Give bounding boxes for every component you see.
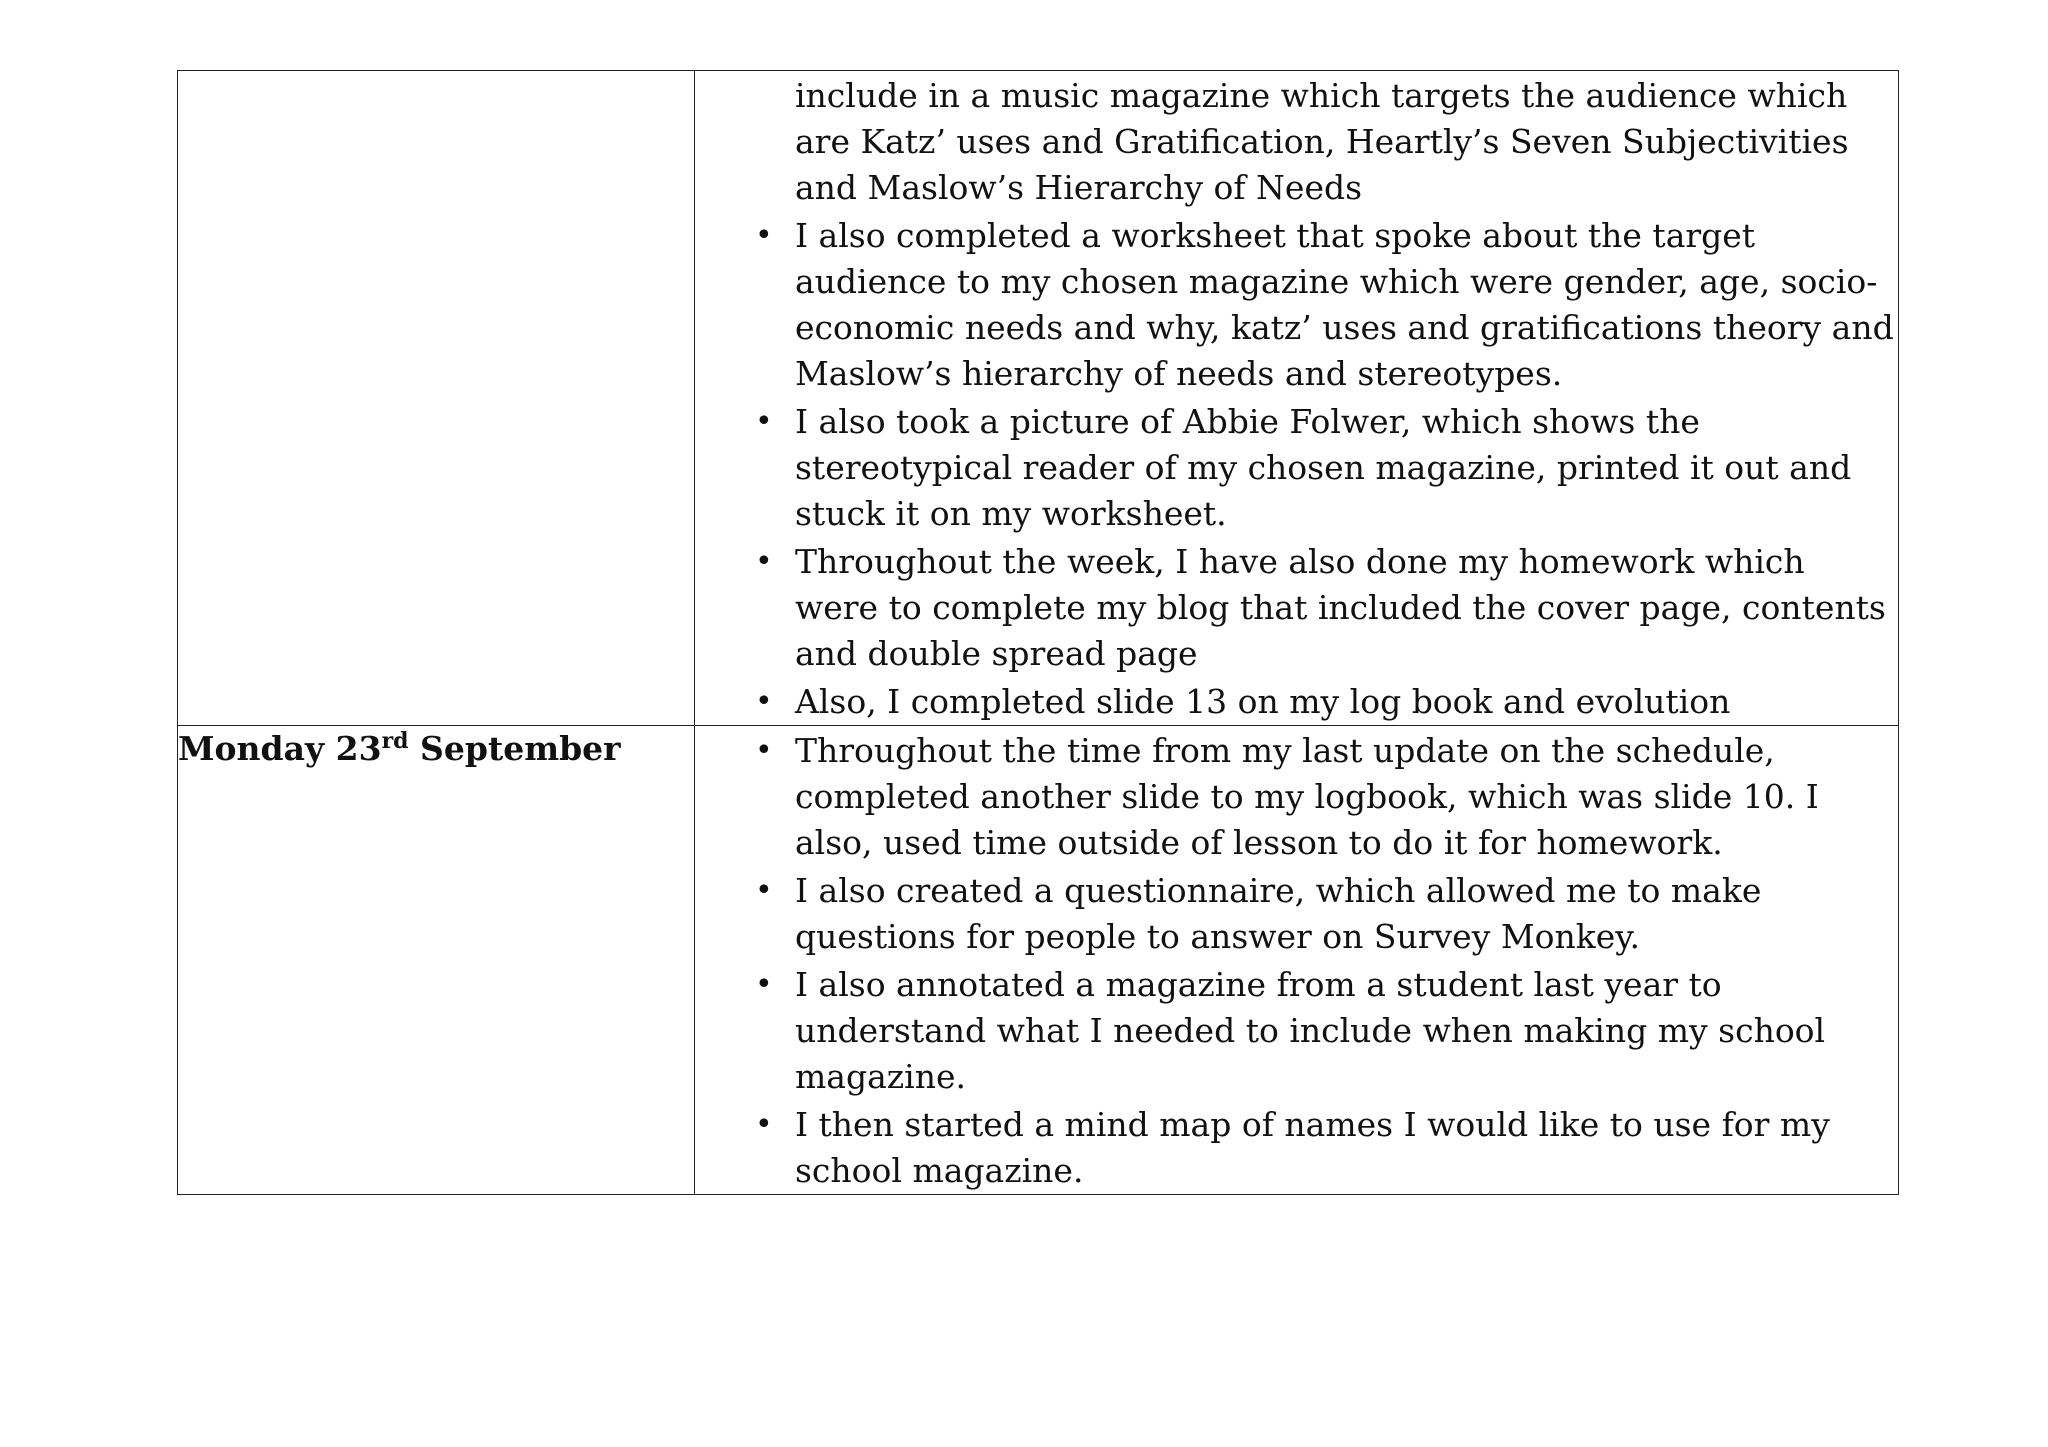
date-cell-empty — [178, 71, 695, 726]
notes-cell — [695, 726, 1899, 1195]
continued-text: include in a music magazine which targets the audience which are Katz’ uses and Gratification, Heartly’s Seven Subjectivities and Maslow’s Hierarchy of Needs — [795, 76, 1849, 207]
list-item: • Throughout the time from my last update on the schedule, completed another slide to my logbook, which was slide 10. I also, used time outside of lesson to do it for homework. — [695, 728, 1898, 866]
notes-cell — [695, 71, 1899, 726]
list-item: • Throughout the week, I have also done my homework which were to complete my blog that included the cover page, contents and double spread page — [695, 539, 1898, 677]
bullet-icon: • — [755, 967, 773, 1002]
bullet-icon: • — [755, 873, 773, 908]
list-item: • I also completed a worksheet that spoke about the target audience to my chosen magazine which were gender, age, socio-economic needs and why, katz’ uses and gratifications theory and Maslow’s hierarchy of needs and stereotypes. — [695, 213, 1898, 397]
bullet-icon: • — [755, 544, 773, 579]
bullet-icon: • — [755, 733, 773, 768]
date-day: Monday 23 — [178, 729, 382, 768]
log-row-continued — [178, 71, 1899, 726]
bullet-icon: • — [755, 218, 773, 253]
bullet-icon: • — [755, 1107, 773, 1142]
list-item: • Also, I completed slide 13 on my log book and evolution — [695, 679, 1898, 725]
bullet-list — [695, 728, 1898, 1194]
log-table — [177, 70, 1899, 1195]
log-row-monday — [178, 726, 1899, 1195]
date-suffix: rd — [381, 728, 409, 754]
bullet-icon: • — [755, 684, 773, 719]
bullet-icon: • — [755, 404, 773, 439]
date-cell — [178, 726, 695, 1195]
list-item: • I then started a mind map of names I would like to use for my school magazine. — [695, 1102, 1898, 1194]
list-item: • I also took a picture of Abbie Folwer, which shows the stereotypical reader of my chosen magazine, printed it out and stuck it on my worksheet. — [695, 399, 1898, 537]
list-item: • I also created a questionnaire, which allowed me to make questions for people to answer on Survey Monkey. — [695, 868, 1898, 960]
bullet-list — [695, 213, 1898, 725]
list-item: • I also annotated a magazine from a student last year to understand what I needed to include when making my school magazine. — [695, 962, 1898, 1100]
date-month: September — [408, 729, 621, 768]
